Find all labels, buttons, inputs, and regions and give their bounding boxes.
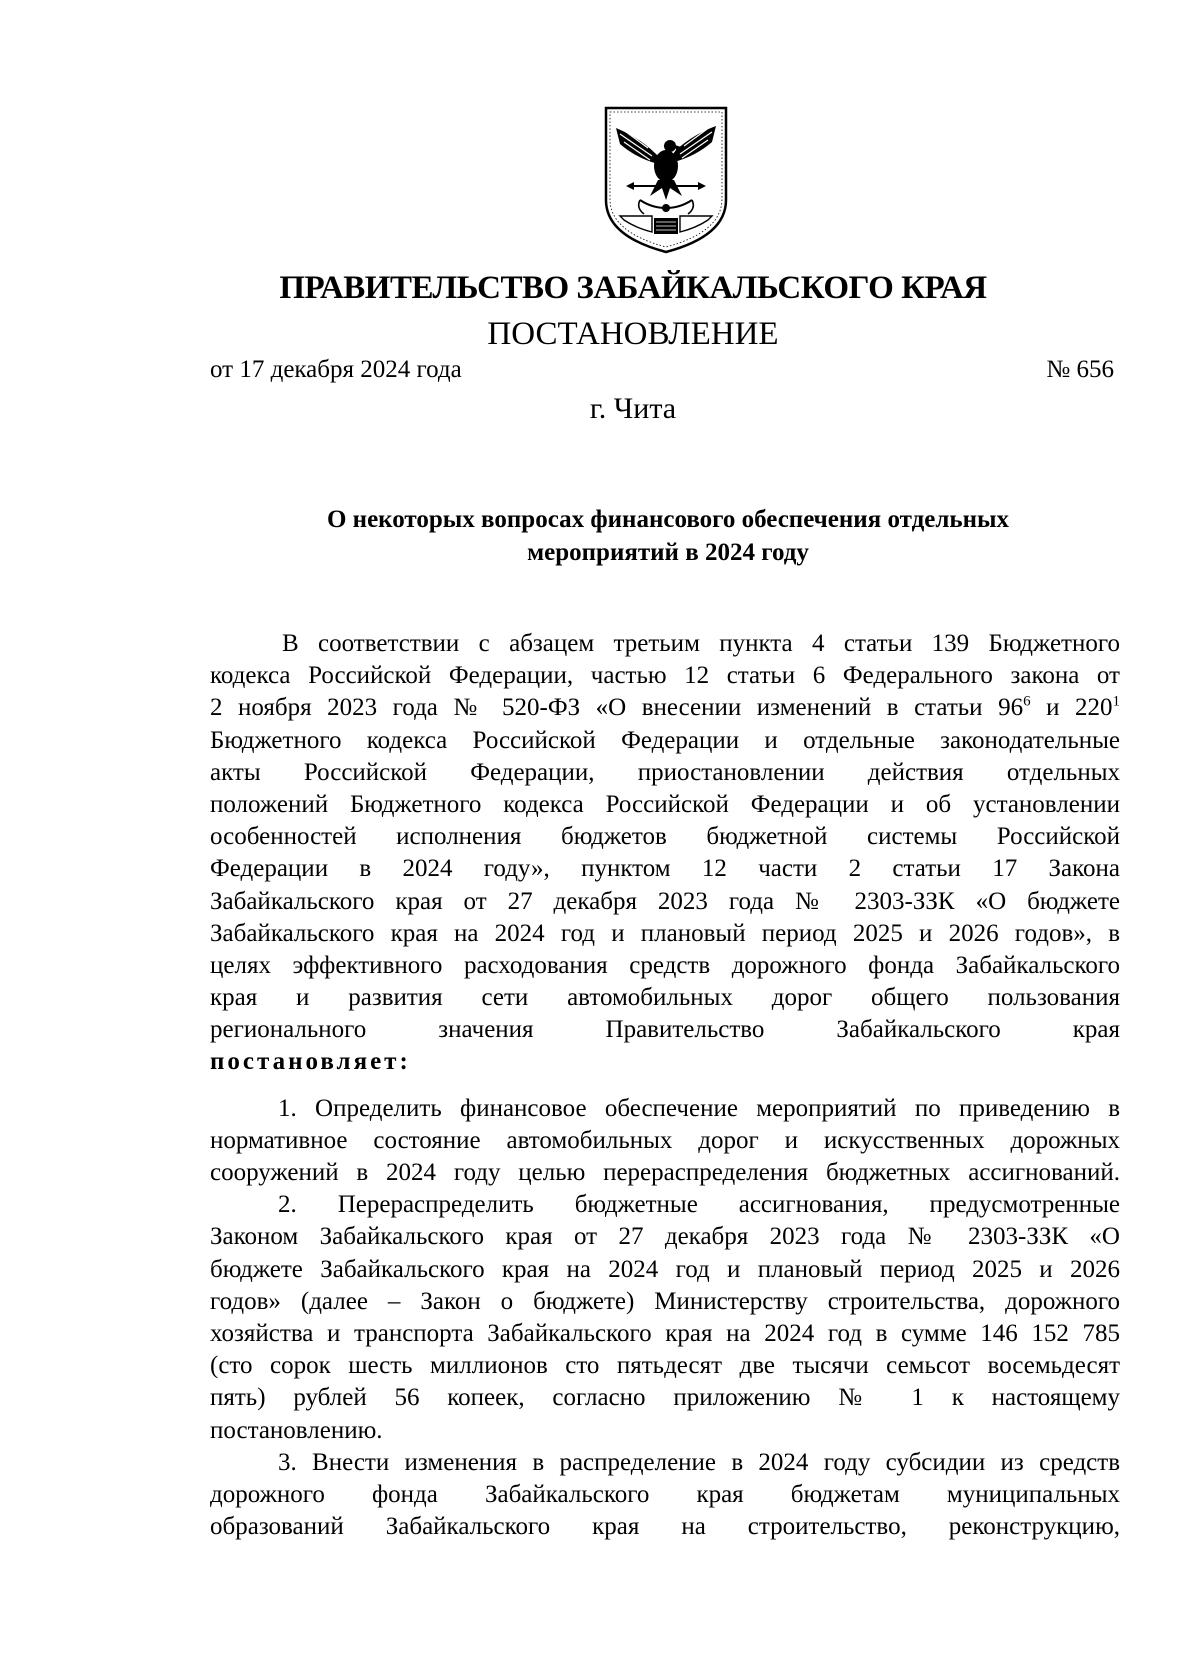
document-body xyxy=(210,628,1120,1543)
item-3-line: образований Забайкальского края на строительство, реконструкцию, xyxy=(210,1513,1120,1541)
preamble-line xyxy=(210,692,1120,724)
item-3-line: дорожного фонда Забайкальского края бюджетам муниципальных xyxy=(210,1480,1120,1508)
document-heading xyxy=(250,503,1086,569)
item-2-line: постановлению. xyxy=(210,1416,383,1444)
preamble-line: регионального значения Правительство Забайкальского края xyxy=(210,1016,1120,1044)
item-1-line: 1. Определить финансовое обеспечение мероприятий по приведению в xyxy=(278,1094,1120,1122)
preamble-line: Забайкальского края на 2024 год и плановый период 2025 и 2026 годов», в xyxy=(210,919,1120,947)
item-2-line: пять) рублей 56 копеек, согласно приложению № 1 к настоящему xyxy=(210,1384,1120,1412)
item-3-line: 3. Внести изменения в распределение в 2024 году субсидии из средств xyxy=(278,1448,1120,1476)
preamble-text: и 220 xyxy=(1030,694,1113,722)
document-date: от 17 декабря 2024 года xyxy=(210,356,462,383)
item-2-line: годов» (далее – Закон о бюджете) Министерству строительства, дорожного xyxy=(210,1287,1120,1315)
preamble-line: края и развития сети автомобильных дорог общего пользования xyxy=(210,984,1120,1012)
item-2-line: 2. Перераспределить бюджетные ассигнования, предусмотренные xyxy=(278,1191,1120,1219)
preamble-line: кодекса Российской Федерации, частью 12 статьи 6 Федерального закона от xyxy=(210,662,1120,690)
superscript: 6 xyxy=(1023,694,1031,711)
preamble-line: целях эффективного расходования средств дорожного фонда Забайкальского xyxy=(210,951,1120,979)
preamble-line: Бюджетного кодекса Российской Федерации и отдельные законодательные xyxy=(210,726,1120,754)
item-2-line: хозяйства и транспорта Забайкальского края на 2024 год в сумме 146 152 785 xyxy=(210,1319,1120,1347)
document-city: г. Чита xyxy=(589,392,677,425)
document-type: ПОСТАНОВЛЕНИЕ xyxy=(487,316,779,352)
preamble-text: 2 ноября 2023 года № 520-ФЗ «О внесении изменений в статьи 96 xyxy=(210,694,1024,722)
heading-line: О некоторых вопросах финансового обеспечения отдельных xyxy=(326,506,1009,533)
item-2-line: (сто сорок шесть миллионов сто пятьдесят две тысячи семьсот восемьдесят xyxy=(210,1352,1120,1380)
preamble-line: В соответствии с абзацем третьим пункта 4 статьи 139 Бюджетного xyxy=(282,630,1120,657)
preamble-line: акты Российской Федерации, приостановлении действия отдельных xyxy=(210,758,1120,786)
resolves-keyword: постановляет: xyxy=(210,1048,411,1076)
preamble-line: особенностей исполнения бюджетов бюджетной системы Российской xyxy=(210,823,1120,851)
organization-title: ПРАВИТЕЛЬСТВО ЗАБАЙКАЛЬСКОГО КРАЯ xyxy=(279,270,987,306)
item-1-line: нормативное состояние автомобильных дорог и искусственных дорожных xyxy=(210,1126,1120,1154)
item-2-line: Законом Забайкальского края от 27 декабря 2023 года № 2303-ЗЗК «О xyxy=(210,1223,1120,1251)
item-1-line: сооружений в 2024 году целью перераспределения бюджетных ассигнований. xyxy=(210,1159,1120,1186)
preamble-line: положений Бюджетного кодекса Российской Федерации и об установлении xyxy=(210,790,1120,818)
item-2-line: бюджете Забайкальского края на 2024 год и плановый период 2025 и 2026 xyxy=(210,1255,1120,1283)
superscript: 1 xyxy=(1112,694,1120,711)
preamble-line: Федерации в 2024 году», пунктом 12 части 2 статьи 17 Закона xyxy=(210,855,1120,883)
coat-of-arms-emblem xyxy=(600,104,732,256)
heading-line: мероприятий в 2024 году xyxy=(527,539,809,566)
preamble-line: Забайкальского края от 27 декабря 2023 года № 2303-ЗЗК «О бюджете xyxy=(210,887,1120,915)
document-number: № 656 xyxy=(1046,356,1114,383)
